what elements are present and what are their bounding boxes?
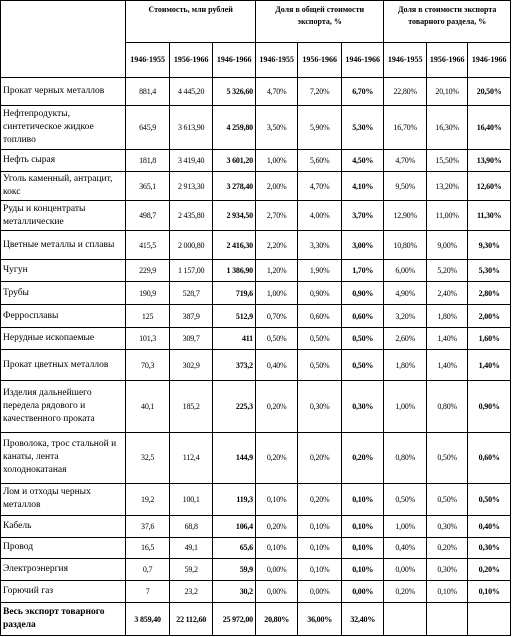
table-row [1, 349, 511, 381]
table-cell: 59,2 [169, 559, 213, 581]
table-cell: 5,30% [341, 106, 384, 150]
table-cell: 20,10% [426, 78, 467, 106]
table-cell: 0,20% [298, 484, 342, 516]
year-header: 1956-1966 [298, 43, 342, 78]
table-cell: 0,90% [298, 282, 342, 305]
table-row [1, 327, 511, 349]
table-cell: 0,40% [468, 515, 511, 537]
table-cell: 0,50% [468, 484, 511, 516]
table-cell: 30,2 [213, 581, 256, 603]
table-cell: 0,20% [384, 581, 426, 603]
table-cell: 0,10% [468, 581, 511, 603]
table-cell: 3 613,90 [169, 106, 213, 150]
total-label: Весь экспорт товарного раздела [1, 603, 126, 636]
table-cell: 365,1 [126, 171, 170, 200]
table-cell: 3,30% [298, 230, 342, 259]
table-row [1, 260, 511, 282]
table-cell: 528,7 [169, 282, 213, 305]
table-cell: 881,4 [126, 78, 170, 106]
table-cell: 2 000,80 [169, 230, 213, 259]
table-cell: 3 419,40 [169, 150, 213, 172]
table-cell: 4,90% [384, 282, 426, 305]
table-cell: 9,00% [426, 230, 467, 259]
table-row [1, 230, 511, 259]
row-label: Цветные металлы и сплавы [1, 230, 126, 259]
table-row [1, 559, 511, 581]
table-cell: 101,3 [126, 327, 170, 349]
table-cell: 2 435,80 [169, 201, 213, 230]
table-cell: 0,70% [255, 305, 297, 328]
table-cell: 3 278,40 [213, 171, 256, 200]
table-cell: 0,20% [341, 432, 384, 483]
row-label: Прокат черных металлов [1, 78, 126, 106]
table-cell: 302,9 [169, 349, 213, 381]
header-share-total-group: Доля в общей стоимости экспорта, % [255, 1, 384, 43]
row-label: Нефтепродукты, синтетическое жидкое топливо [1, 106, 126, 150]
table-cell: 4,00% [298, 201, 342, 230]
table-row [1, 581, 511, 603]
table-row [1, 150, 511, 172]
table-cell: 7,20% [298, 78, 342, 106]
total-cell: 20,80% [255, 603, 297, 636]
table-cell: 10,80% [384, 230, 426, 259]
table-cell: 68,8 [169, 515, 213, 537]
table-cell: 1,00% [255, 282, 297, 305]
table-cell: 0,30% [298, 381, 342, 432]
table-cell: 7 [126, 581, 170, 603]
table-cell: 112,4 [169, 432, 213, 483]
table-cell: 100,1 [169, 484, 213, 516]
table-cell: 181,8 [126, 150, 170, 172]
corner-cell [1, 1, 126, 78]
year-header: 1946-1966 [468, 43, 511, 78]
row-label: Лом и отходы черных металлов [1, 484, 126, 516]
table-cell: 0,20% [468, 559, 511, 581]
table-cell: 13,20% [426, 171, 467, 200]
table-cell: 0,10% [341, 484, 384, 516]
row-label: Горючий газ [1, 581, 126, 603]
row-label: Изделия дальнейшего передела рядового и качественного проката [1, 381, 126, 432]
table-cell: 309,7 [169, 327, 213, 349]
table-cell: 2 416,30 [213, 230, 256, 259]
table-cell: 37,6 [126, 515, 170, 537]
table-cell: 0,00% [298, 581, 342, 603]
table-cell: 4 259,80 [213, 106, 256, 150]
table-cell: 2,40% [426, 282, 467, 305]
table-row [1, 282, 511, 305]
table-cell: 0,30% [426, 559, 467, 581]
table-cell: 2,60% [384, 327, 426, 349]
table-cell: 16,5 [126, 537, 170, 559]
table-cell: 0,10% [298, 537, 342, 559]
table-cell: 0,30% [341, 381, 384, 432]
year-header: 1946-1955 [384, 43, 426, 78]
table-cell: 0,20% [298, 432, 342, 483]
table-cell: 0,30% [426, 515, 467, 537]
table-cell: 15,50% [426, 150, 467, 172]
row-label: Трубы [1, 282, 126, 305]
table-cell: 0,10% [341, 559, 384, 581]
table-cell: 23,2 [169, 581, 213, 603]
table-cell: 3 601,20 [213, 150, 256, 172]
table-cell: 512,9 [213, 305, 256, 328]
table-cell: 6,00% [384, 260, 426, 282]
table-cell: 2,00% [255, 171, 297, 200]
table-cell: 373,2 [213, 349, 256, 381]
table-cell: 0,60% [341, 305, 384, 328]
table-cell: 3,50% [255, 106, 297, 150]
table-cell: 9,50% [384, 171, 426, 200]
table-cell: 16,30% [426, 106, 467, 150]
row-label: Нефть сырая [1, 150, 126, 172]
table-cell: 1 157,00 [169, 260, 213, 282]
table-cell: 16,70% [384, 106, 426, 150]
year-header: 1946-1955 [126, 43, 170, 78]
table-cell: 645,9 [126, 106, 170, 150]
table-row [1, 78, 511, 106]
table-cell: 0,40% [384, 537, 426, 559]
table-cell: 16,40% [468, 106, 511, 150]
year-header: 1946-1966 [341, 43, 384, 78]
header-share-section-group: Доля в стоимости экспорта товарного раздела, % [384, 1, 511, 43]
table-cell: 3,20% [384, 305, 426, 328]
table-cell: 0,10% [255, 484, 297, 516]
table-cell: 2 934,50 [213, 201, 256, 230]
table-cell: 1,80% [384, 349, 426, 381]
table-cell: 4,10% [341, 171, 384, 200]
table-cell: 4,70% [255, 78, 297, 106]
table-row [1, 432, 511, 483]
table-cell: 0,50% [341, 327, 384, 349]
table-cell: 6,70% [341, 78, 384, 106]
table-cell: 0,50% [255, 327, 297, 349]
table-total-row [1, 603, 511, 636]
table-cell: 0,90% [341, 282, 384, 305]
table-cell: 1,40% [468, 349, 511, 381]
table-cell: 13,90% [468, 150, 511, 172]
table-cell: 0,20% [255, 432, 297, 483]
table-cell: 65,6 [213, 537, 256, 559]
table-cell: 0,10% [426, 581, 467, 603]
table-cell: 2,80% [468, 282, 511, 305]
table-cell: 2 913,30 [169, 171, 213, 200]
table-cell: 32,5 [126, 432, 170, 483]
table-cell: 119,3 [213, 484, 256, 516]
table-cell: 4,50% [341, 150, 384, 172]
table-cell: 1,60% [468, 327, 511, 349]
table-row [1, 381, 511, 432]
row-label: Ферросплавы [1, 305, 126, 328]
table-cell: 0,10% [298, 515, 342, 537]
total-cell [426, 603, 467, 636]
table-row [1, 515, 511, 537]
table-cell: 0,10% [255, 537, 297, 559]
table-cell: 185,2 [169, 381, 213, 432]
table-cell: 144,9 [213, 432, 256, 483]
row-label: Уголь каменный, антрацит, кокс [1, 171, 126, 200]
table-cell: 0,00% [341, 581, 384, 603]
row-label: Чугун [1, 260, 126, 282]
total-cell [384, 603, 426, 636]
table-cell: 59,9 [213, 559, 256, 581]
table-cell: 5,30% [468, 260, 511, 282]
table-cell: 0,00% [384, 559, 426, 581]
year-header: 1956-1966 [426, 43, 467, 78]
table-cell: 0,10% [341, 537, 384, 559]
table-cell: 1 386,90 [213, 260, 256, 282]
table-cell: 2,20% [255, 230, 297, 259]
table-cell: 22,80% [384, 78, 426, 106]
table-cell: 0,20% [255, 515, 297, 537]
table-cell: 229,9 [126, 260, 170, 282]
row-label: Руды и концентраты металлические [1, 201, 126, 230]
table-cell: 1,00% [384, 515, 426, 537]
table-cell: 0,40% [255, 349, 297, 381]
table-cell: 0,80% [426, 381, 467, 432]
table-cell: 0,10% [341, 515, 384, 537]
table-cell: 12,60% [468, 171, 511, 200]
table-cell: 12,90% [384, 201, 426, 230]
row-label: Проволока, трос стальной и канаты, лента холоднокатаная [1, 432, 126, 483]
table-cell: 225,3 [213, 381, 256, 432]
table-cell: 190,9 [126, 282, 170, 305]
table-cell: 0,20% [426, 537, 467, 559]
table-cell: 1,40% [426, 327, 467, 349]
table-cell: 11,30% [468, 201, 511, 230]
table-cell: 5 326,60 [213, 78, 256, 106]
table-row [1, 305, 511, 328]
total-cell: 32,40% [341, 603, 384, 636]
row-label: Провод [1, 537, 126, 559]
total-cell: 3 859,40 [126, 603, 170, 636]
year-header: 1956-1966 [169, 43, 213, 78]
table-cell: 0,00% [255, 581, 297, 603]
year-header: 1946-1966 [213, 43, 256, 78]
table-cell: 1,00% [384, 381, 426, 432]
table-row [1, 171, 511, 200]
total-cell: 36,00% [298, 603, 342, 636]
table-cell: 5,20% [426, 260, 467, 282]
table-cell: 415,5 [126, 230, 170, 259]
row-label: Прокат цветных металлов [1, 349, 126, 381]
table-cell: 1,20% [255, 260, 297, 282]
table-cell: 0,20% [255, 381, 297, 432]
table-cell: 0,10% [298, 559, 342, 581]
table-cell: 0,00% [255, 559, 297, 581]
table-cell: 1,00% [255, 150, 297, 172]
table-cell: 0,50% [298, 327, 342, 349]
table-cell: 1,40% [426, 349, 467, 381]
table-cell: 3,70% [341, 201, 384, 230]
table-cell: 2,70% [255, 201, 297, 230]
table-cell: 1,90% [298, 260, 342, 282]
table-cell: 4,70% [298, 171, 342, 200]
table-cell: 0,50% [384, 484, 426, 516]
table-cell: 4 445,20 [169, 78, 213, 106]
table-cell: 0,60% [298, 305, 342, 328]
table-cell: 0,50% [426, 484, 467, 516]
table-row [1, 106, 511, 150]
table-cell: 1,80% [426, 305, 467, 328]
table-cell: 387,9 [169, 305, 213, 328]
table-cell: 4,70% [384, 150, 426, 172]
table-cell: 40,1 [126, 381, 170, 432]
year-header: 1946-1955 [255, 43, 297, 78]
table-cell: 498,7 [126, 201, 170, 230]
table-row [1, 484, 511, 516]
table-cell: 0,80% [384, 432, 426, 483]
table-row [1, 201, 511, 230]
table-cell: 2,00% [468, 305, 511, 328]
table-cell: 3,00% [341, 230, 384, 259]
table-cell: 11,00% [426, 201, 467, 230]
table-cell: 411 [213, 327, 256, 349]
row-label: Кабель [1, 515, 126, 537]
total-cell [468, 603, 511, 636]
table-cell: 106,4 [213, 515, 256, 537]
table-cell: 0,50% [298, 349, 342, 381]
table-cell: 9,30% [468, 230, 511, 259]
table-cell: 20,50% [468, 78, 511, 106]
header-value-group: Стоимость, млн рублей [126, 1, 256, 43]
table-cell: 70,3 [126, 349, 170, 381]
table-cell: 0,60% [468, 432, 511, 483]
table-cell: 0,7 [126, 559, 170, 581]
table-cell: 0,30% [468, 537, 511, 559]
table-cell: 0,50% [426, 432, 467, 483]
table-row [1, 537, 511, 559]
total-cell: 25 972,00 [213, 603, 256, 636]
table-cell: 0,50% [341, 349, 384, 381]
table-cell: 1,70% [341, 260, 384, 282]
row-label: Электроэнергия [1, 559, 126, 581]
table-cell: 719,6 [213, 282, 256, 305]
table-cell: 19,2 [126, 484, 170, 516]
table-cell: 5,60% [298, 150, 342, 172]
table-cell: 49,1 [169, 537, 213, 559]
row-label: Нерудные ископаемые [1, 327, 126, 349]
total-cell: 22 112,60 [169, 603, 213, 636]
table-cell: 0,90% [468, 381, 511, 432]
table-cell: 125 [126, 305, 170, 328]
table-cell: 5,90% [298, 106, 342, 150]
